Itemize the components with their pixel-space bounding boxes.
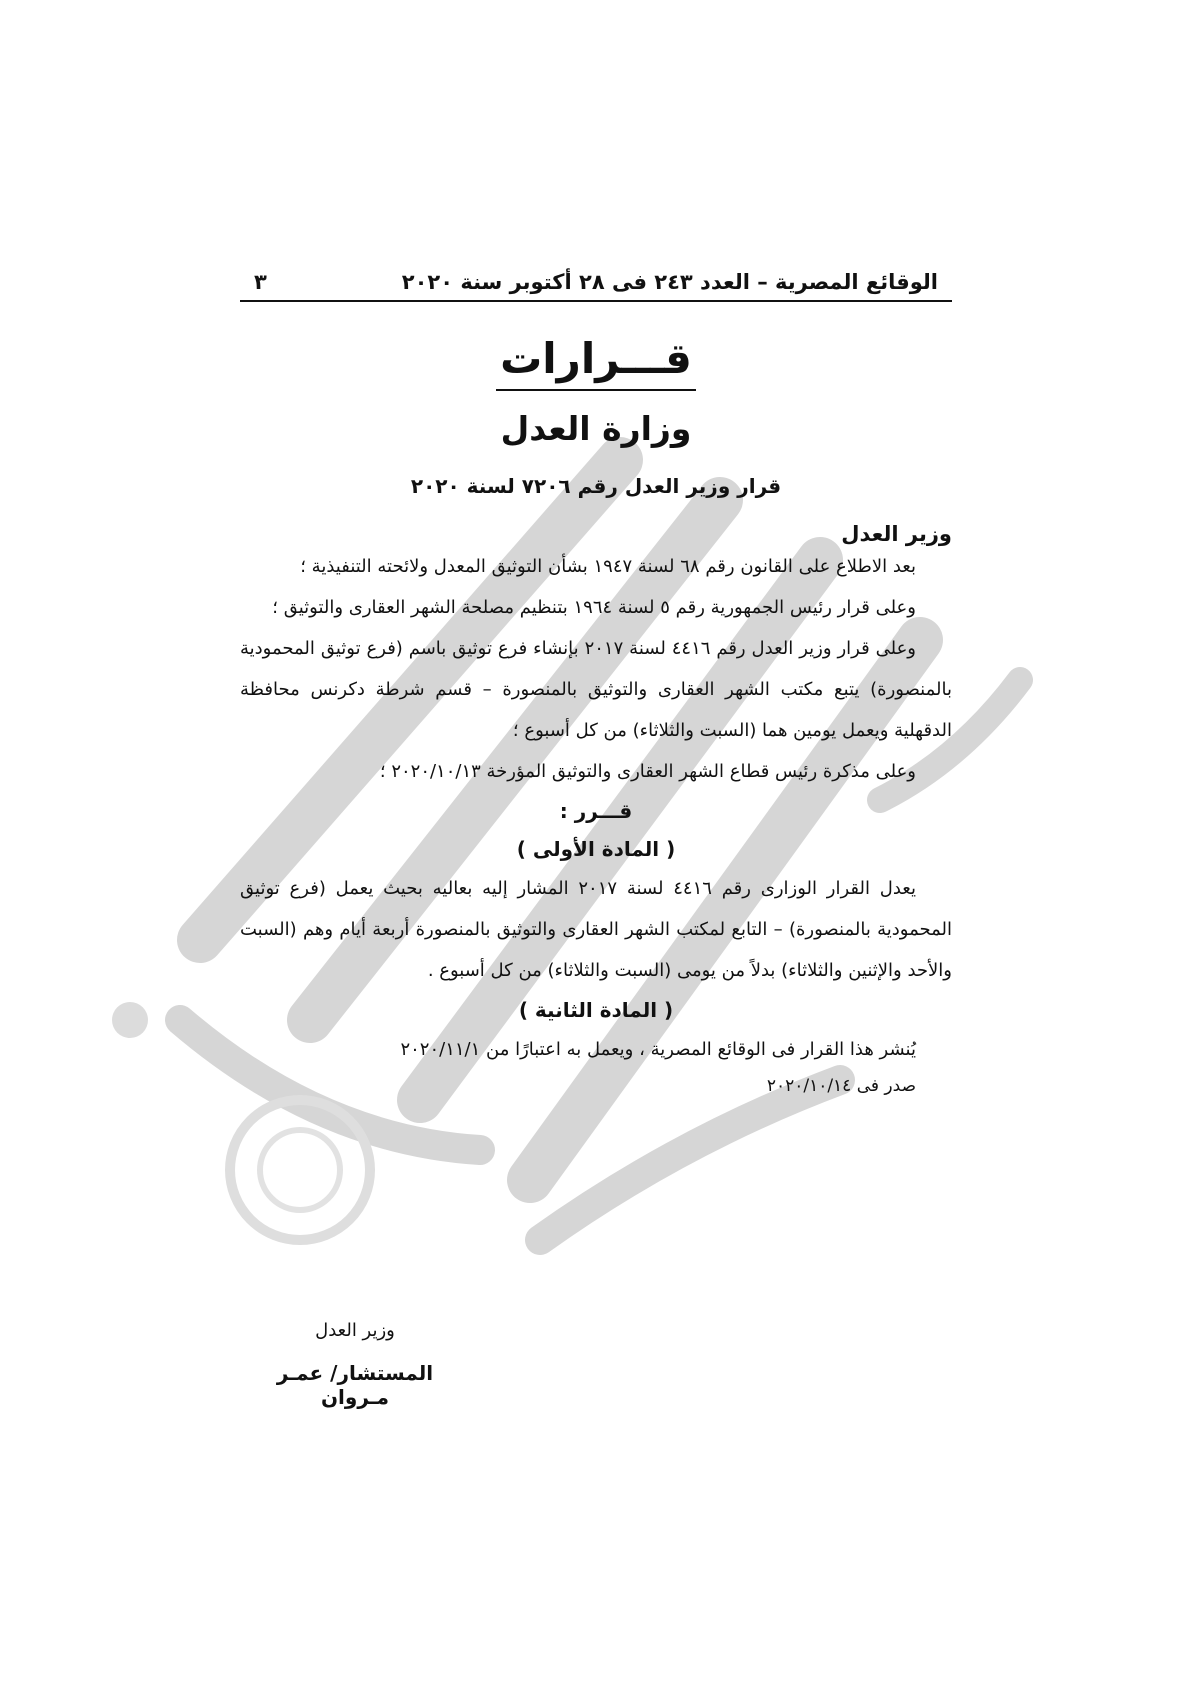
article-2-text: يُنشر هذا القرار فى الوقائع المصرية ، ويعمل به اعتبارًا من ٢٠٢٠/١١/١: [400, 1039, 916, 1060]
preamble-paragraph-1: بعد الاطلاع على القانون رقم ٦٨ لسنة ١٩٤٧ بشأن التوثيق المعدل ولائحته التنفيذية ؛: [300, 556, 916, 577]
preamble-paragraph-4: وعلى مذكرة رئيس قطاع الشهر العقارى والتوثيق المؤرخة ٢٠٢٠/١٠/١٣ ؛: [379, 761, 916, 782]
ministry-title: وزارة العدل: [500, 409, 692, 448]
gazette-page: [240, 270, 952, 1096]
article-1-heading: ( المادة الأولى ): [516, 837, 676, 861]
decides-heading: قـــرر :: [559, 799, 633, 823]
header-rule: [240, 300, 952, 302]
preamble-paragraph-2: وعلى قرار رئيس الجمهورية رقم ٥ لسنة ١٩٦٤ بتنظيم مصلحة الشهر العقارى والتوثيق ؛: [272, 597, 916, 618]
section-title: قـــرارات: [496, 334, 696, 391]
minister-heading: وزير العدل: [841, 522, 952, 546]
article-2-heading: ( المادة الثانية ): [518, 998, 674, 1022]
article-1-text: يعدل القرار الوزارى رقم ٤٤١٦ لسنة ٢٠١٧ المشار إليه بعاليه بحيث يعمل (فرع توثيق المحمودية بالمنصورة) – التابع لمكتب الشهر العقارى والتوثيق بالمنصورة أربعة أيام وهم (السبت والأحد والإثنين والثلاثاء) بدلاً من يومى (السبت والثلاثاء) من كل أسبوع .: [240, 878, 952, 981]
signatory-name: المستشار/ عمـر مـروان: [276, 1361, 434, 1409]
running-title: الوقائع المصرية – العدد ٢٤٣ فى ٢٨ أكتوبر سنة ٢٠٢٠: [401, 270, 938, 294]
running-header: [240, 270, 952, 300]
decree-title: قرار وزير العدل رقم ٧٢٠٦ لسنة ٢٠٢٠: [410, 474, 782, 498]
issue-date: صدر فى ٢٠٢٠/١٠/١٤: [766, 1076, 916, 1096]
preamble-paragraph-3: وعلى قرار وزير العدل رقم ٤٤١٦ لسنة ٢٠١٧ بإنشاء فرع توثيق باسم (فرع توثيق المحمودية بالمنصورة) يتبع مكتب الشهر العقارى والتوثيق بالمنصورة – قسم شرطة دكرنس محافظة الدقهلية ويعمل يومين هما (السبت والثلاثاء) من كل أسبوع ؛: [240, 638, 952, 741]
signature-block: [250, 1320, 460, 1409]
page-number: ٣: [254, 270, 267, 294]
signatory-title: وزير العدل: [315, 1320, 395, 1341]
